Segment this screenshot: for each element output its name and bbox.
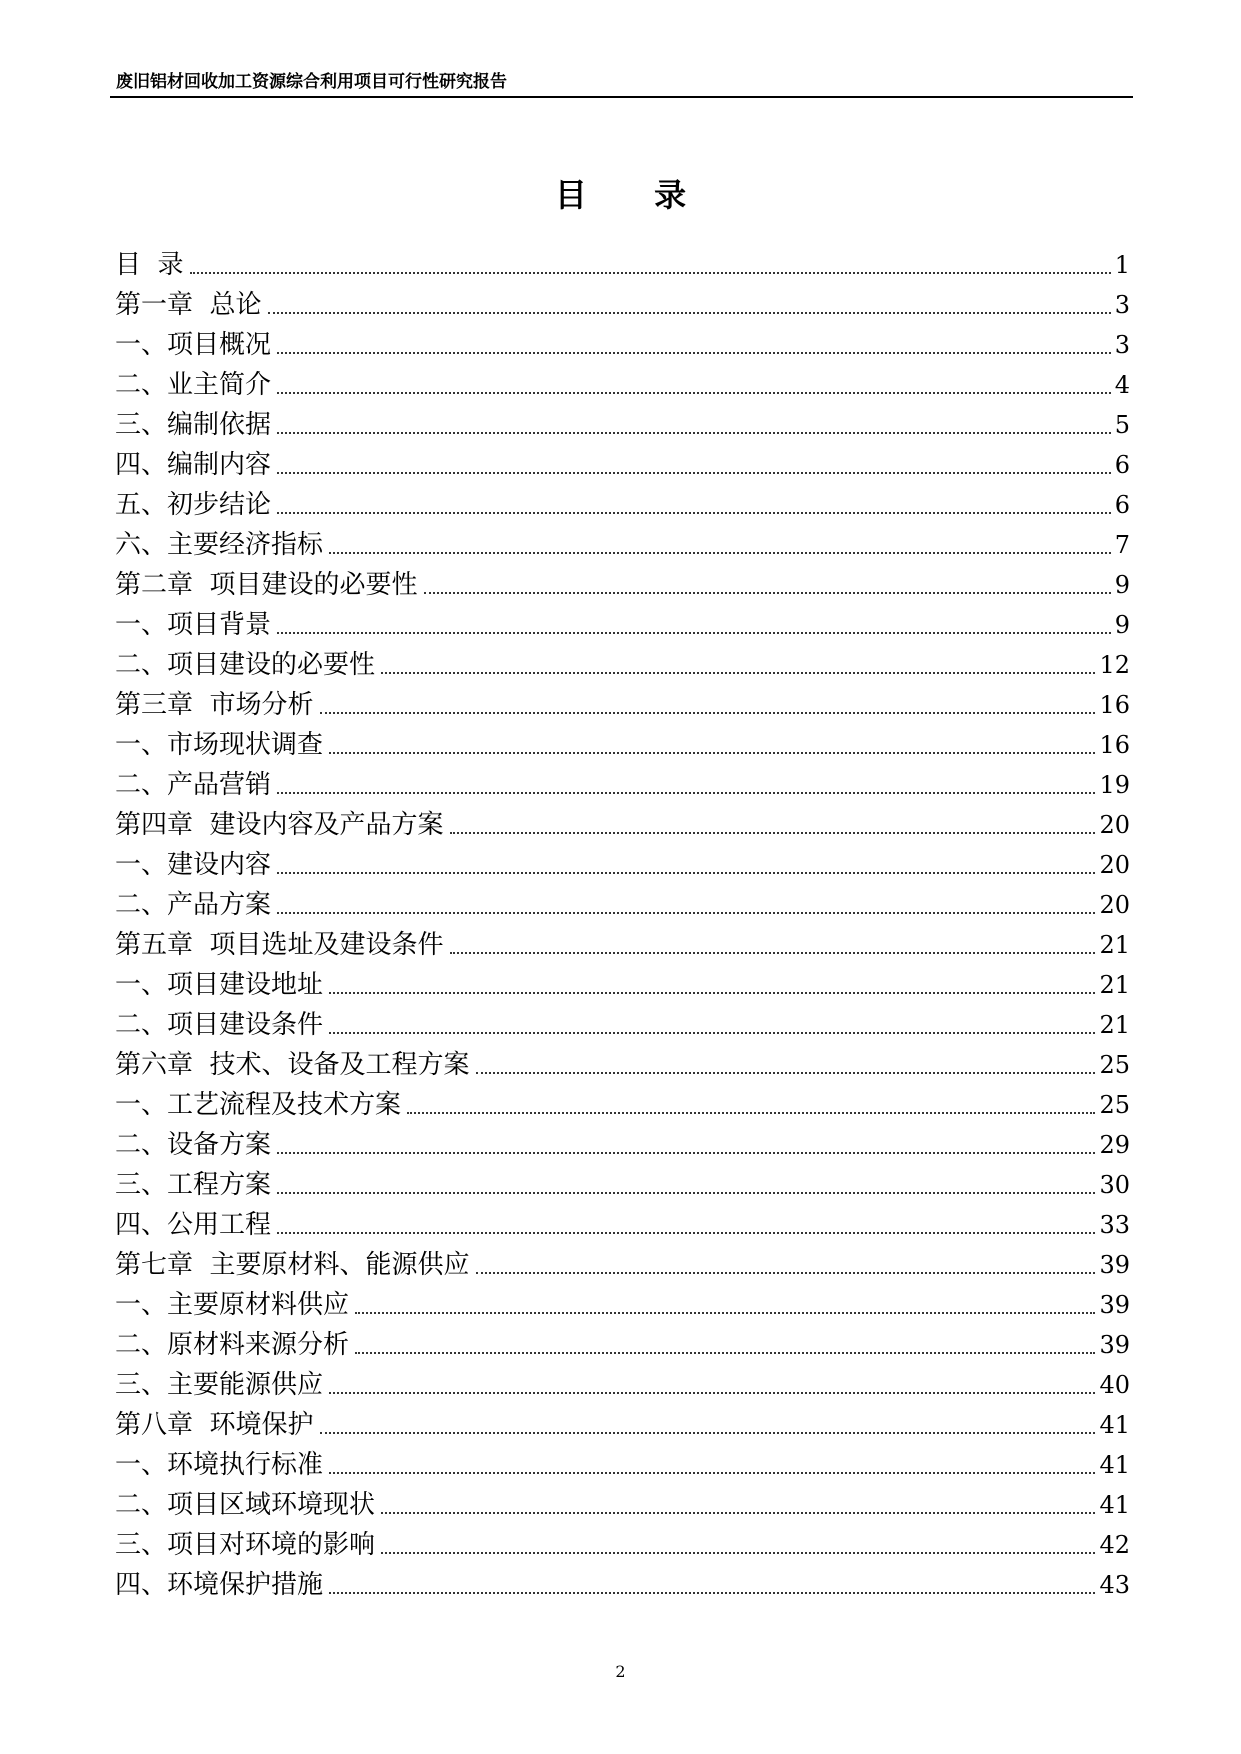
- toc-entry-label: 二、项目区域环境现状: [115, 1490, 376, 1520]
- toc-entry[interactable]: [115, 1325, 1130, 1365]
- toc-leader-dots: [476, 1072, 1096, 1074]
- toc-leader-dots: [277, 432, 1111, 434]
- toc-leader-dots: [277, 792, 1095, 794]
- toc-entry[interactable]: [115, 645, 1130, 685]
- toc-entry-page: 29: [1099, 1131, 1130, 1159]
- toc-entry[interactable]: [115, 365, 1130, 405]
- toc-entry-label: 一、项目概况: [115, 330, 272, 360]
- toc-entry-page: 43: [1099, 1571, 1130, 1599]
- toc-entry-page: 16: [1099, 731, 1130, 759]
- toc-entry-page: 7: [1114, 531, 1130, 559]
- toc-entry-page: 20: [1099, 891, 1130, 919]
- page-title: 目 录: [554, 176, 715, 214]
- toc-leader-dots: [277, 472, 1111, 474]
- toc-leader-dots: [476, 1272, 1096, 1274]
- toc-entry-page: 39: [1099, 1291, 1130, 1319]
- toc-entry[interactable]: [115, 1285, 1130, 1325]
- toc-entry[interactable]: [115, 445, 1130, 485]
- page-header: [110, 68, 1133, 98]
- toc-entry[interactable]: [115, 525, 1130, 565]
- toc-entry-page: 42: [1099, 1531, 1130, 1559]
- toc-leader-dots: [329, 1592, 1095, 1594]
- toc-entry-label: 四、环境保护措施: [115, 1570, 324, 1600]
- toc-entry-page: 20: [1099, 811, 1130, 839]
- toc-entry-page: 21: [1099, 1011, 1130, 1039]
- toc-leader-dots: [277, 392, 1111, 394]
- toc-entry[interactable]: [115, 1005, 1130, 1045]
- toc-leader-dots: [355, 1352, 1095, 1354]
- toc-entry[interactable]: [115, 245, 1130, 285]
- toc-entry-page: 21: [1099, 931, 1130, 959]
- toc-leader-dots: [320, 712, 1096, 714]
- toc-leader-dots: [450, 952, 1096, 954]
- toc-entry-page: 33: [1099, 1211, 1130, 1239]
- toc-leader-dots: [320, 1432, 1096, 1434]
- toc-entry[interactable]: [115, 1085, 1130, 1125]
- toc-entry-label: 一、市场现状调查: [115, 730, 324, 760]
- toc-entry-label: 三、项目对环境的影响: [115, 1530, 376, 1560]
- toc-leader-dots: [329, 752, 1095, 754]
- toc-entry-label: 四、公用工程: [115, 1210, 272, 1240]
- toc-leader-dots: [277, 512, 1111, 514]
- toc-entry-page: 25: [1099, 1051, 1130, 1079]
- toc-entry-label: 四、编制内容: [115, 450, 272, 480]
- toc-entry-page: 25: [1099, 1091, 1130, 1119]
- toc-entry-label: 二、原材料来源分析: [115, 1330, 350, 1360]
- toc-leader-dots: [190, 272, 1111, 274]
- toc-entry-label: 第五章 项目选址及建设条件: [115, 930, 444, 960]
- toc-entry-label: 五、初步结论: [115, 490, 272, 520]
- table-of-contents: [115, 245, 1130, 1605]
- toc-entry-label: 第二章 项目建设的必要性: [115, 570, 418, 600]
- toc-leader-dots: [407, 1112, 1095, 1114]
- toc-leader-dots: [268, 312, 1111, 314]
- toc-entry[interactable]: [115, 1445, 1130, 1485]
- toc-leader-dots: [277, 352, 1111, 354]
- toc-leader-dots: [277, 912, 1095, 914]
- toc-entry-label: 二、产品方案: [115, 890, 272, 920]
- page-number: 2: [615, 1662, 626, 1681]
- toc-entry[interactable]: [115, 405, 1130, 445]
- toc-entry-page: 4: [1114, 371, 1130, 399]
- toc-entry-page: 41: [1099, 1491, 1130, 1519]
- toc-leader-dots: [450, 832, 1096, 834]
- toc-entry-label: 三、编制依据: [115, 410, 272, 440]
- toc-leader-dots: [329, 1032, 1095, 1034]
- toc-entry-label: 一、项目背景: [115, 610, 272, 640]
- toc-entry[interactable]: [115, 885, 1130, 925]
- toc-entry[interactable]: [115, 1565, 1130, 1605]
- toc-leader-dots: [277, 1152, 1095, 1154]
- toc-entry-page: 21: [1099, 971, 1130, 999]
- toc-entry-page: 41: [1099, 1451, 1130, 1479]
- toc-entry-page: 6: [1114, 451, 1130, 479]
- toc-leader-dots: [355, 1312, 1095, 1314]
- toc-entry-label: 二、产品营销: [115, 770, 272, 800]
- toc-leader-dots: [381, 1552, 1095, 1554]
- toc-entry-label: 二、项目建设条件: [115, 1010, 324, 1040]
- toc-entry[interactable]: [115, 325, 1130, 365]
- toc-entry-label: 一、主要原材料供应: [115, 1290, 350, 1320]
- toc-entry[interactable]: [115, 765, 1130, 805]
- toc-leader-dots: [329, 552, 1111, 554]
- toc-leader-dots: [381, 672, 1095, 674]
- toc-entry-page: 16: [1099, 691, 1130, 719]
- toc-entry-label: 三、主要能源供应: [115, 1370, 324, 1400]
- toc-leader-dots: [329, 1392, 1095, 1394]
- toc-entry-page: 9: [1114, 611, 1130, 639]
- toc-entry[interactable]: [115, 925, 1130, 965]
- toc-entry-page: 9: [1114, 571, 1130, 599]
- toc-leader-dots: [329, 992, 1095, 994]
- toc-leader-dots: [381, 1512, 1095, 1514]
- toc-leader-dots: [329, 1472, 1095, 1474]
- toc-entry-label: 第六章 技术、设备及工程方案: [115, 1050, 470, 1080]
- toc-entry-page: 3: [1114, 331, 1130, 359]
- toc-entry-page: 3: [1114, 291, 1130, 319]
- toc-entry-label: 目 录: [115, 250, 184, 280]
- toc-entry[interactable]: [115, 1165, 1130, 1205]
- toc-entry-label: 第一章 总论: [115, 290, 262, 320]
- toc-entry[interactable]: [115, 725, 1130, 765]
- toc-entry-label: 一、环境执行标准: [115, 1450, 324, 1480]
- toc-entry[interactable]: [115, 1045, 1130, 1085]
- toc-entry-label: 第八章 环境保护: [115, 1410, 314, 1440]
- toc-entry-page: 30: [1099, 1171, 1130, 1199]
- toc-leader-dots: [277, 1192, 1095, 1194]
- toc-entry-page: 1: [1114, 251, 1130, 279]
- toc-entry-page: 19: [1099, 771, 1130, 799]
- toc-entry[interactable]: [115, 1525, 1130, 1565]
- toc-entry[interactable]: [115, 1125, 1130, 1165]
- toc-entry[interactable]: [115, 485, 1130, 525]
- toc-entry-page: 41: [1099, 1411, 1130, 1439]
- toc-entry-label: 三、工程方案: [115, 1170, 272, 1200]
- toc-entry-page: 39: [1099, 1331, 1130, 1359]
- toc-entry-label: 二、项目建设的必要性: [115, 650, 376, 680]
- toc-entry-page: 39: [1099, 1251, 1130, 1279]
- toc-entry-label: 第七章 主要原材料、能源供应: [115, 1250, 470, 1280]
- toc-leader-dots: [277, 632, 1111, 634]
- toc-entry-page: 12: [1099, 651, 1130, 679]
- toc-entry[interactable]: [115, 685, 1130, 725]
- toc-entry-label: 二、设备方案: [115, 1130, 272, 1160]
- toc-entry[interactable]: [115, 1365, 1130, 1405]
- toc-entry-label: 一、项目建设地址: [115, 970, 324, 1000]
- toc-entry[interactable]: [115, 565, 1130, 605]
- toc-entry-label: 一、工艺流程及技术方案: [115, 1090, 402, 1120]
- toc-entry[interactable]: [115, 1405, 1130, 1445]
- toc-entry[interactable]: [115, 845, 1130, 885]
- toc-entry[interactable]: [115, 965, 1130, 1005]
- toc-entry-page: 6: [1114, 491, 1130, 519]
- toc-entry-label: 六、主要经济指标: [115, 530, 324, 560]
- toc-entry[interactable]: [115, 1245, 1130, 1285]
- toc-leader-dots: [424, 592, 1111, 594]
- toc-entry[interactable]: [115, 605, 1130, 645]
- toc-entry-page: 40: [1099, 1371, 1130, 1399]
- toc-entry[interactable]: [115, 285, 1130, 325]
- toc-entry-label: 二、业主简介: [115, 370, 272, 400]
- toc-leader-dots: [277, 1232, 1095, 1234]
- toc-entry-page: 5: [1114, 411, 1130, 439]
- toc-entry[interactable]: [115, 805, 1130, 845]
- toc-entry-label: 第三章 市场分析: [115, 690, 314, 720]
- toc-entry-label: 第四章 建设内容及产品方案: [115, 810, 444, 840]
- toc-entry-label: 一、建设内容: [115, 850, 272, 880]
- toc-entry[interactable]: [115, 1485, 1130, 1525]
- toc-leader-dots: [277, 872, 1095, 874]
- toc-entry-page: 20: [1099, 851, 1130, 879]
- document-title: 废旧铝材回收加工资源综合利用项目可行性研究报告: [116, 72, 507, 92]
- toc-entry[interactable]: [115, 1205, 1130, 1245]
